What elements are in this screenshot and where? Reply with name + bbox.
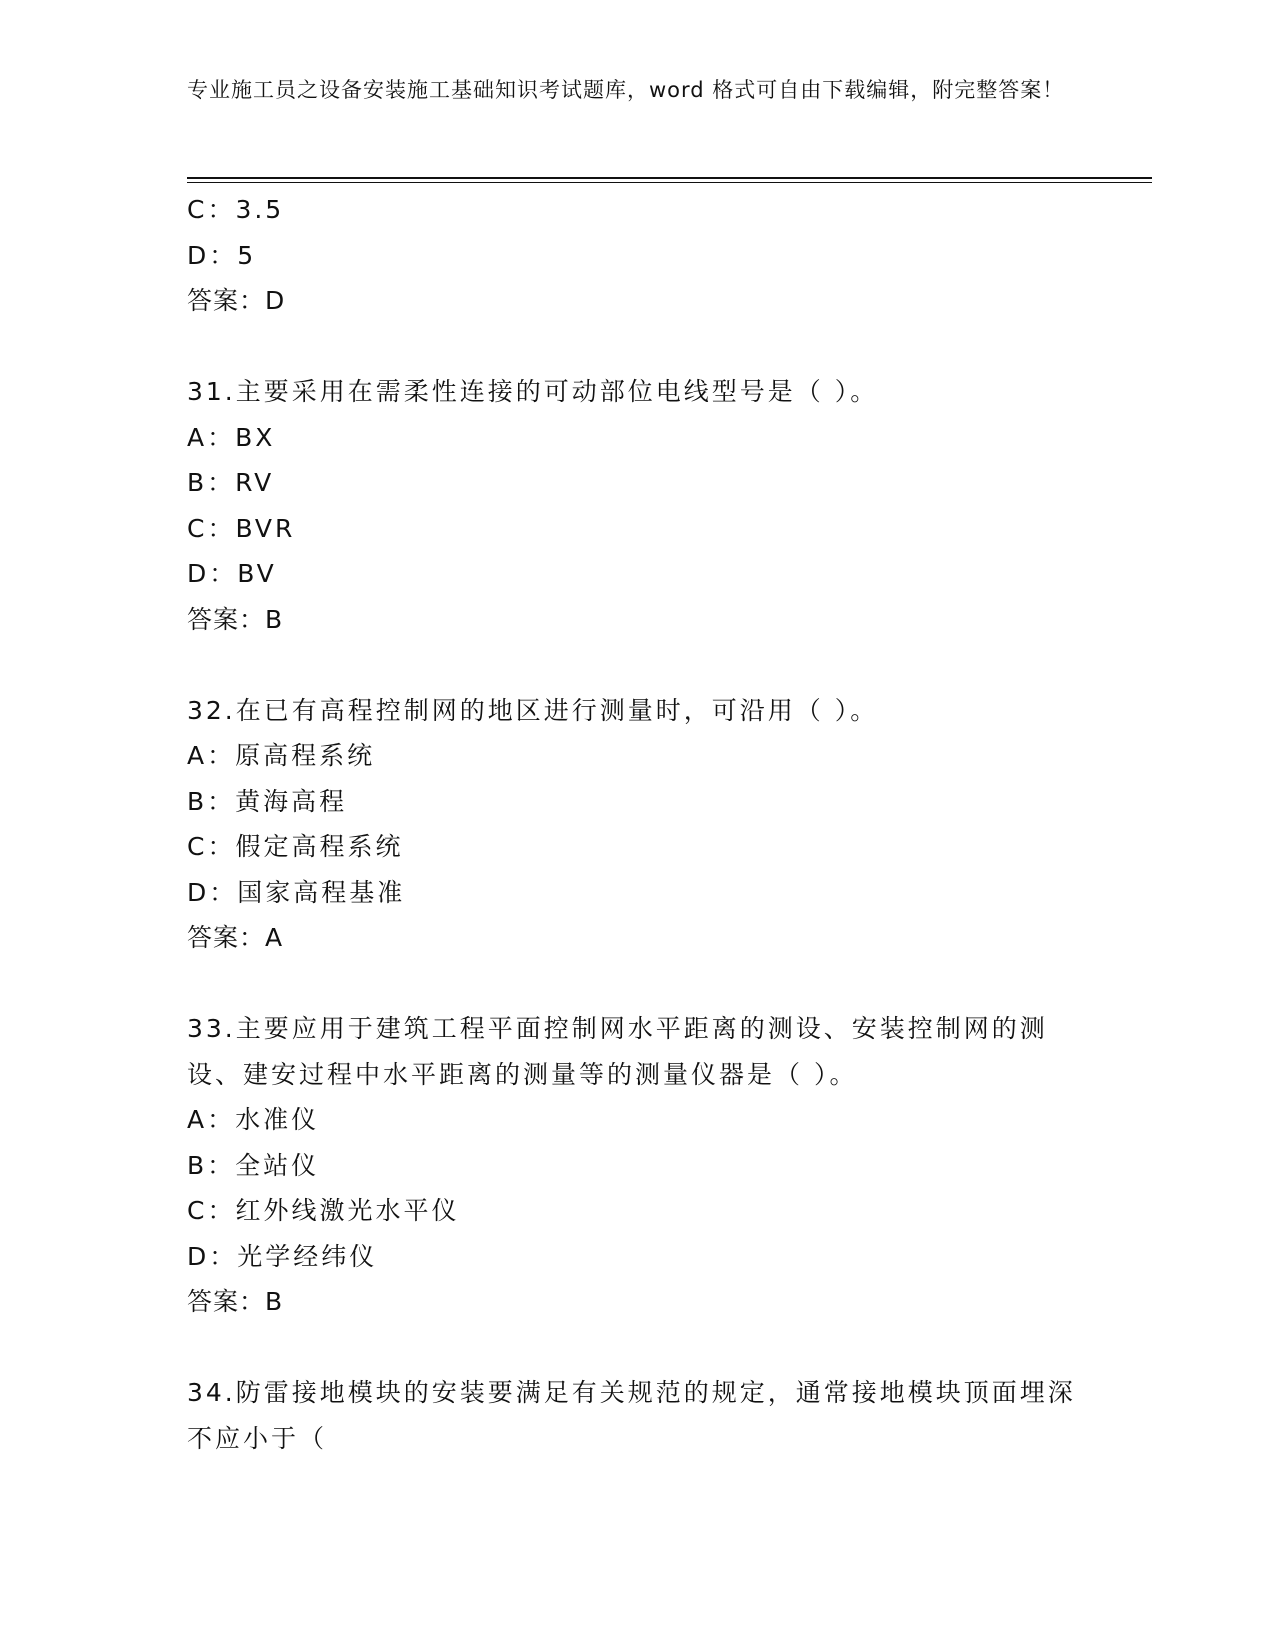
question-spacer [187,642,1087,688]
question-32-answer: 答案：A [187,923,284,952]
document-header: 专业施工员之设备安装施工基础知识考试题库，word 格式可自由下载编辑，附完整答案！ [187,78,1065,102]
question-33-option-b: B：全站仪 [187,1150,320,1180]
question-31-answer: 答案：B [187,604,284,634]
question-32-option-d: D：国家高程基准 [187,877,406,907]
question-34-stem: 34.防雷接地模块的安装要满足有关规范的规定，通常接地模块顶面埋深不应小于（ [187,1378,1076,1453]
question-33-stem: 33.主要应用于建筑工程平面控制网水平距离的测设、安装控制网的测设、建安过程中水平距离的测量等的测量仪器是（ ）。 [187,1014,1048,1089]
question-32-option-b: B：黄海高程 [187,786,348,816]
answer-line: 答案：D [187,286,286,315]
question-32-stem: 32.在已有高程控制网的地区进行测量时，可沿用（ ）。 [187,695,879,725]
question-spacer [187,961,1087,1007]
question-spacer [187,324,1087,370]
question-33-option-d: D：光学经纬仪 [187,1241,378,1271]
header-rule-thick [187,177,1152,179]
question-32-option-a: A：原高程系统 [187,741,376,770]
question-33-option-a: A：水准仪 [187,1105,320,1134]
question-spacer [187,1325,1087,1371]
question-31-option-a: A：BX [187,422,276,452]
question-33-option-c: C：红外线激光水平仪 [187,1196,460,1225]
question-32-option-c: C：假定高程系统 [187,832,404,861]
question-31-option-c: C：BVR [187,513,296,543]
question-31-option-d: D：BV [187,559,277,588]
question-31-stem: 31.主要采用在需柔性连接的可动部位电线型号是（ ）。 [187,377,879,406]
option-c: C：3.5 [187,195,285,224]
question-33-answer: 答案：B [187,1287,284,1316]
question-content [187,187,1087,1461]
header-rule-thin [187,182,1152,183]
question-31-option-b: B：RV [187,468,275,497]
option-d: D：5 [187,240,257,270]
